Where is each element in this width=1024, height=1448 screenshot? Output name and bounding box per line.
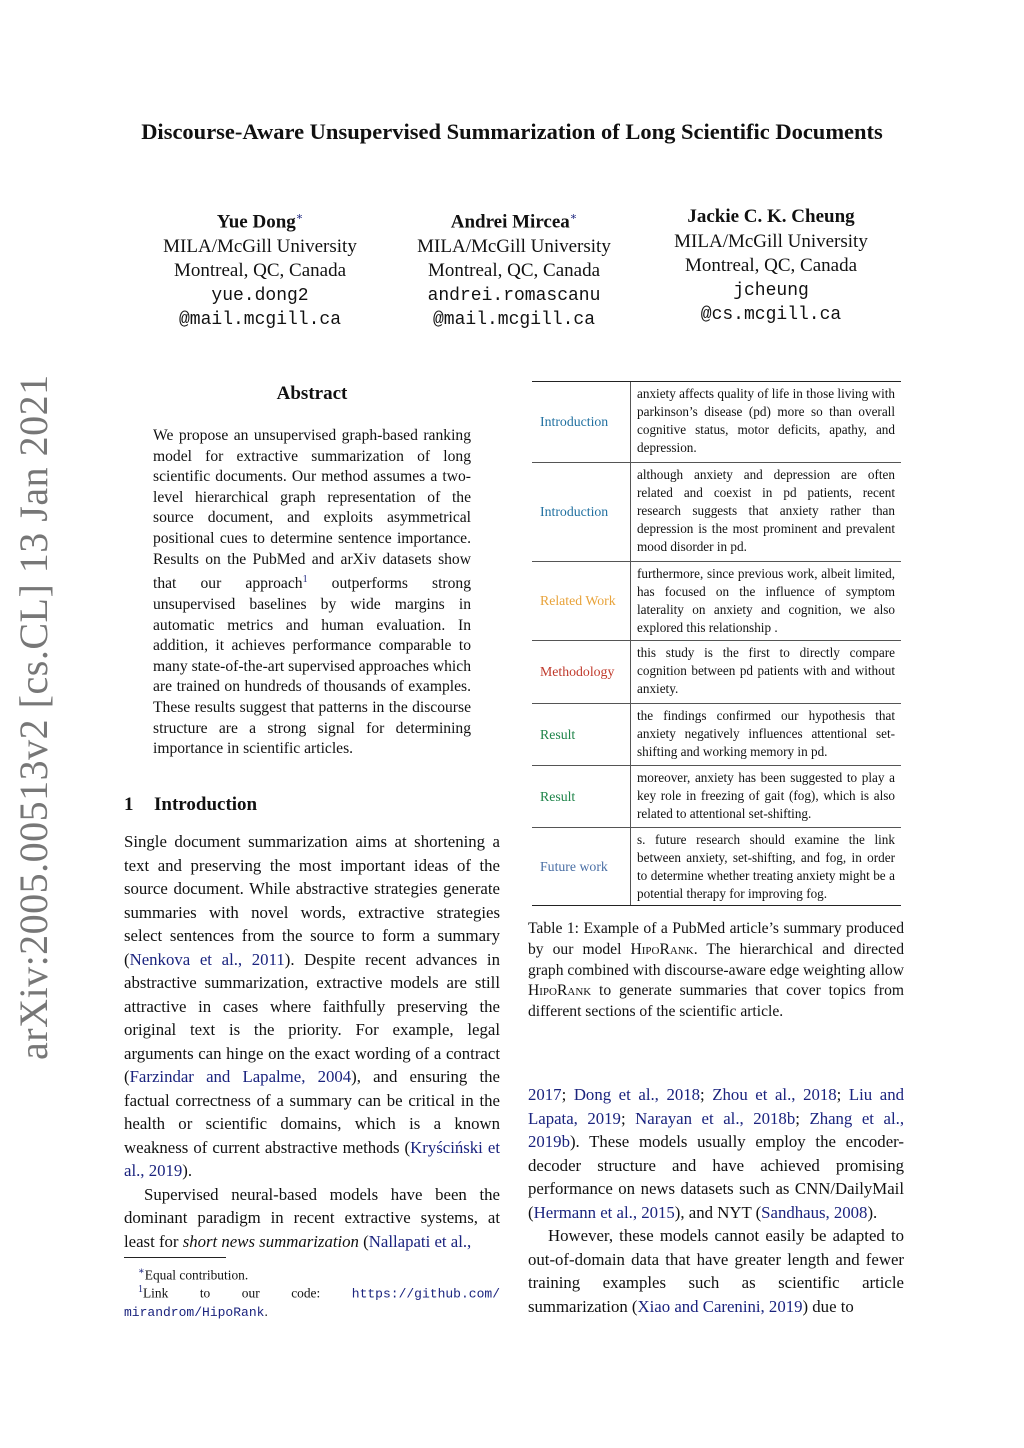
author-name: Jackie C. K. Cheung (687, 206, 855, 227)
footnote-2: $^1$Link to our code: https://github.com/ mirandrom/HipoRank. (124, 1284, 500, 1321)
table-row (532, 828, 901, 905)
author-email-user: yue.dong2 (211, 285, 309, 306)
summary-sentence: moreover, anxiety has been suggested to play a key role in freezing of gait (fog), which is also related to attentional set-shifting. (637, 770, 895, 821)
citation-link[interactable]: Farzindar and Lapalme, 2004 (129, 1067, 352, 1086)
table-row (532, 463, 901, 562)
model-name: HipoRank (528, 982, 592, 1000)
table-row (532, 704, 901, 766)
intro-paragraph-continued: 2017; Dong et al., 2018; Zhou et al., 2018; Liu and Lapata, 2019; Narayan et al., 2018b; Zhang et al., 2019b). These models usually employ the encoder-decoder structure and have achieved promising performance on news datasets such as CNN/DailyMail (Hermann et al., 2015), and NYT (Sandhaus, 2008). (528, 1085, 905, 1222)
table-row (532, 641, 901, 704)
author-block-2 (384, 205, 644, 333)
equal-contribution-mark[interactable]: ∗ (295, 211, 304, 223)
author-location: Montreal, QC, Canada (427, 260, 600, 282)
code-link[interactable]: mirandrom/HipoRank (124, 1305, 265, 1321)
citation-link[interactable]: Sandhaus, 2008 (761, 1202, 868, 1222)
section-label: Introduction (532, 463, 631, 561)
author-email-user: jcheung (733, 280, 809, 301)
citation-link[interactable]: Hermann et al., 2015 (533, 1202, 675, 1222)
footnote-divider (124, 1257, 226, 1258)
intro-paragraph-1: Single document summarization aims at shortening a text and preserving the most important ideas of the source document. While abstractive strategies generate summaries with novel words, extractive strategies select sentences from the source to form a summary (Nenkova et al., 2011). Despite recent advances in abstractive summarization, extractive models are still attractive in cases where faithfully preserving the original text is the priority. For example, legal arguments can hinge on the exact wording of a contract (Farzindar and Lapalme, 2004), and ensuring the factual correctness of a summary can be critical in the health or scientific domains, which is a known weakness of current abstractive methods (Kryściński et al., 2019). (124, 832, 500, 1180)
summary-example-table (532, 381, 901, 906)
citation-link[interactable]: Zhou et al., 2018 (712, 1085, 837, 1104)
author-email-domain: @cs.mcgill.ca (700, 305, 842, 325)
citation-link[interactable]: 2017 (528, 1085, 562, 1104)
section-label: Introduction (532, 382, 631, 462)
citation-link[interactable]: Nallapati et al., (368, 1231, 472, 1251)
author-name: Yue Dong∗ (216, 211, 304, 233)
section-label: Methodology (532, 641, 631, 703)
table-row (532, 382, 901, 463)
citation-link[interactable]: Zhang et al., 2019b (528, 1108, 905, 1151)
arxiv-identifier-stamp: arXiv:2005.00513v2 [cs.CL] 13 Jan 2021 (11, 374, 56, 1060)
section-label: Result (532, 704, 631, 765)
summary-sentence: s. future research should examine the link between anxiety, set-shifting, and fog, in order to determine whether treating anxiety might be a potential therapy for improving fog. (637, 832, 895, 901)
intro-left-column (124, 830, 500, 1253)
author-block-3 (641, 205, 901, 328)
author-affiliation: MILA/McGill University (163, 235, 357, 257)
citation-link[interactable]: Dong et al., 2018 (573, 1085, 701, 1104)
model-name: HipoRank (630, 940, 694, 958)
section-heading: 1 Introduction (124, 794, 258, 815)
abstract-text: We propose an unsupervised graph-based ranking model for extractive summarization of long scientific documents. Our method assumes a two-level hierarchical graph representation of the source document, and exploits asymmetrical positional cues to determine sentence importance. Results on the PubMed and arXiv datasets show that our approach$^1$ outperforms strong unsupervised baselines by wide margins in automatic metrics and human evaluation. In addition, it achieves performance comparable to many state-of-the-art supervised approaches which are trained on hundreds of thousands of examples. These results suggest that patterns in the discourse structure are a strong signal for determining importance in scientific articles. (153, 427, 471, 758)
author-affiliation: MILA/McGill University (674, 230, 868, 252)
summary-sentence: the findings confirmed our hypothesis that anxiety negatively influences attentional set-shifting and working memory in pd. (637, 708, 895, 759)
abstract-heading: Abstract (276, 383, 348, 404)
table-caption: Table 1: Example of a PubMed article’s summary produced by our model HipoRank. The hierarchical and directed graph combined with discourse-aware edge weighting allow HipoRank to generate summaries that cover topics from different sections of the scientific article. (528, 920, 904, 1021)
footnote-mark[interactable]: 1 (302, 574, 308, 586)
author-block-1 (130, 205, 390, 333)
citation-link[interactable]: Liu and Lapata, 2019 (528, 1085, 905, 1128)
citation-link[interactable]: Kryściński et al., 2019 (124, 1137, 500, 1180)
citation-link[interactable]: Xiao and Carenini, 2019 (637, 1296, 803, 1316)
section-label: Result (532, 766, 631, 827)
author-location: Montreal, QC, Canada (684, 255, 857, 276)
table-row (532, 562, 901, 641)
summary-sentence: although anxiety and depression are often related and coexist in pd patients, recent research suggests that anxiety rather than depression is the most prominent and prevalent mood disorder in pd. (637, 467, 895, 554)
summary-sentence: this study is the first to directly compare cognition between pd patients with and without anxiety. (637, 645, 895, 696)
footnote-1: ∗Equal contribution. (138, 1266, 249, 1283)
table-row (532, 766, 901, 828)
author-affiliation: MILA/McGill University (417, 235, 611, 257)
summary-sentence: furthermore, since previous work, albeit limited, has focused on the influence of symptom laterality on anxiety and cognition, we also explored this relationship . (637, 566, 895, 635)
citation-link[interactable]: Nenkova et al., 2011 (129, 949, 285, 969)
author-location: Montreal, QC, Canada (173, 260, 346, 282)
summary-sentence: anxiety affects quality of life in those living with parkinson’s disease (pd) more so than overall cognitive status, motor deficits, apathy, and depression. (637, 386, 895, 455)
author-email-domain: @mail.mcgill.ca (432, 310, 596, 331)
author-email-domain: @mail.mcgill.ca (178, 310, 342, 331)
code-link[interactable]: https://github.com/ (351, 1286, 500, 1302)
equal-contribution-mark[interactable]: ∗ (569, 211, 578, 223)
intro-right-column (528, 1083, 904, 1318)
section-label: Related Work (532, 562, 631, 640)
intro-paragraph-2: Supervised neural-based models have been the dominant paradigm in recent extractive systems, at least for short news summarization (Nallapati et al., (124, 1184, 500, 1251)
citation-link[interactable]: Narayan et al., 2018b (635, 1108, 796, 1128)
paper-title: Discourse-Aware Unsupervised Summarization of Long Scientific Documents (141, 119, 883, 144)
section-label: Future work (532, 828, 631, 905)
author-name: Andrei Mircea∗ (450, 211, 578, 233)
author-email-user: andrei.romascanu (427, 285, 601, 306)
intro-paragraph-3: However, these models cannot easily be adapted to out-of-domain data that have greater length and fewer training examples such as scientific article summarization (Xiao and Carenini, 2019) due to (528, 1226, 904, 1316)
